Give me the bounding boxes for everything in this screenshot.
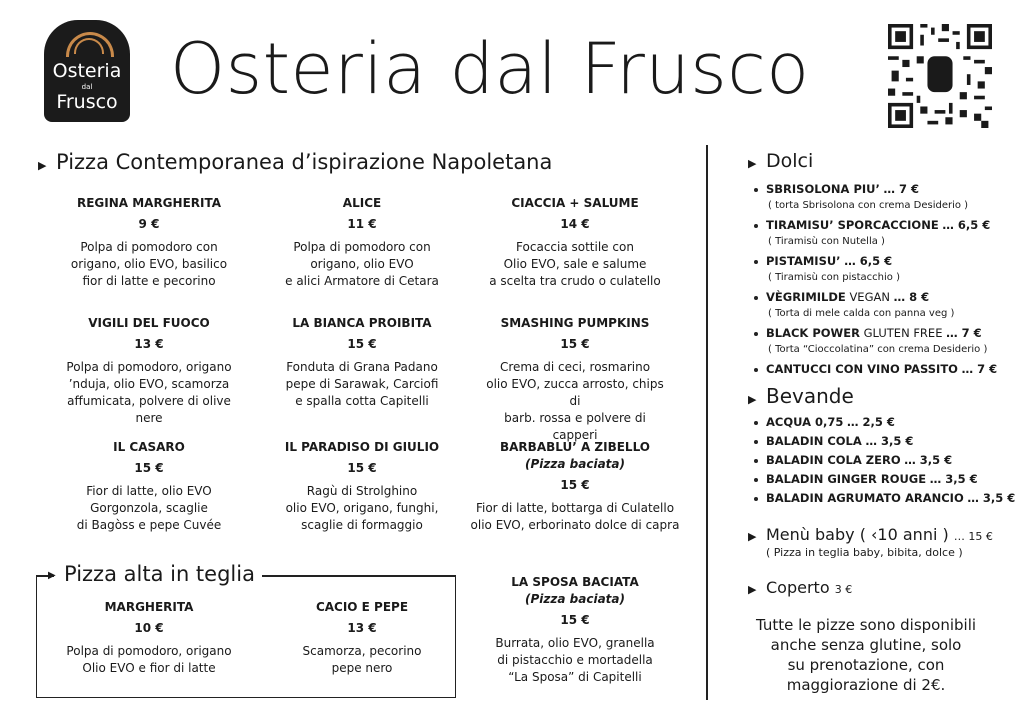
dolci-list (754, 180, 997, 379)
item-price: 15 € (560, 478, 590, 492)
item-price: … 3,5 € (865, 434, 914, 448)
section-bevande (748, 384, 854, 408)
item-price: … 3,5 € (967, 491, 1016, 505)
item-desc-1: Scamorza, pecorino (302, 644, 422, 658)
item-price: … 7 € (961, 362, 998, 376)
item-desc-1: Fior di latte, bottarga di Culatello (475, 501, 675, 515)
item-desc-1: Polpa di pomodoro, origano (66, 360, 232, 374)
menu-item (480, 574, 670, 686)
item-name: CANTUCCI CON VINO PASSITO (766, 362, 958, 376)
section-teglia-title: Pizza alta in teglia (64, 562, 255, 586)
item-name: BALADIN AGRUMATO ARANCIO (766, 491, 964, 505)
item-price: 15 € (560, 337, 590, 351)
item-name: LA SPOSA BACIATA (511, 575, 639, 589)
note-line: su prenotazione, con (787, 656, 945, 674)
section-contemporanea-title: Pizza Contemporanea d’ispirazione Napoletana (56, 150, 553, 174)
item-desc-2: olio EVO, erborinato dolce di capra (470, 518, 680, 532)
item-price: … 8 € (893, 290, 930, 304)
item-desc-1: Fonduta di Grana Padano (286, 360, 438, 374)
section-coperto (748, 578, 852, 597)
item-note: ( Torta di mele calda con panna veg ) (768, 308, 955, 319)
item-name: LA BIANCA PROIBITA (292, 316, 432, 330)
menu-item (267, 599, 457, 677)
item-name: BALADIN COLA ZERO (766, 453, 901, 467)
bullet-icon (754, 459, 758, 463)
item-desc-3: e alici Armatore di Cetara (285, 274, 439, 288)
menu-item (480, 195, 670, 290)
list-item (754, 360, 997, 379)
item-name: ACQUA 0,75 (766, 415, 844, 429)
list-item (754, 180, 997, 199)
logo-line-3: Frusco (56, 91, 118, 113)
bullet-icon (754, 478, 758, 482)
note-line: maggiorazione di 2€. (786, 676, 946, 694)
item-name: REGINA MARGHERITA (76, 196, 222, 210)
item-desc-1: Burrata, olio EVO, granella (495, 636, 655, 650)
section-coperto-title: Coperto (766, 578, 830, 597)
bullet-icon (754, 296, 758, 300)
item-desc-1: Crema di ceci, rosmarino (499, 360, 651, 374)
item-note: ( Tiramisù con pistacchio ) (768, 272, 900, 283)
item-price: 9 € (138, 217, 160, 231)
list-item (754, 413, 1015, 432)
menu-item (267, 439, 457, 534)
section-baby-title: Menù baby (766, 525, 855, 544)
baby-note: ( Pizza in teglia baby, bibita, dolce ) (766, 546, 963, 559)
logo (44, 20, 130, 122)
item-price: 15 € (347, 461, 377, 475)
note-line: anche senza glutine, solo (770, 636, 962, 654)
item-desc-3: e spalla cotta Capitelli (295, 394, 429, 408)
item-price: 10 € (134, 621, 164, 635)
bevande-list (754, 413, 1015, 508)
item-subtitle: (Pizza baciata) (525, 457, 625, 471)
item-name: BALADIN COLA (766, 434, 862, 448)
section-baby-age: ( ‹10 anni ) (859, 525, 949, 544)
qr-code-icon[interactable] (888, 24, 992, 128)
item-name: CIACCIA + SALUME (511, 196, 639, 210)
item-name: BARBABLU’ A ZIBELLO (500, 440, 650, 454)
item-desc-1: Polpa di pomodoro con (293, 240, 431, 254)
item-desc-3: “La Sposa” di Capitelli (508, 670, 642, 684)
section-contemporanea (38, 150, 552, 174)
arrow-right-icon: ▶ (38, 159, 47, 172)
item-desc-3: a scelta tra crudo o culatello (489, 274, 661, 288)
menu-item (480, 315, 670, 444)
divider (706, 145, 708, 700)
item-price: 15 € (560, 613, 590, 627)
menu-item (267, 195, 457, 290)
item-desc-2: olio EVO, origano, funghi, (285, 501, 439, 515)
list-item (754, 324, 997, 343)
item-name: BALADIN GINGER ROUGE (766, 472, 927, 486)
arrow-right-icon: ▶ (748, 157, 757, 170)
item-price: 13 € (134, 337, 164, 351)
bullet-icon (754, 497, 758, 501)
item-desc-2: origano, olio EVO, basilico (70, 257, 228, 271)
bullet-icon (754, 224, 758, 228)
item-price: … 3,5 € (929, 472, 978, 486)
list-item (754, 470, 1015, 489)
gluten-free-note (736, 615, 996, 695)
note-line: Tutte le pizze sono disponibili (755, 616, 977, 634)
bullet-icon (754, 421, 758, 425)
item-price: … 6,5 € (942, 218, 991, 232)
item-name-extra: GLUTEN FREE (863, 326, 943, 340)
item-desc-2: Olio EVO e fior di latte (82, 661, 216, 675)
bullet-icon (754, 188, 758, 192)
item-price: 13 € (347, 621, 377, 635)
arrow-right-icon: ▶ (48, 570, 56, 581)
item-desc-2: pepe nero (331, 661, 393, 675)
item-desc-2: di pistacchio e mortadella (497, 653, 653, 667)
item-desc-2: olio EVO, zucca arrosto, chips di (486, 377, 664, 408)
item-name: CACIO E PEPE (315, 600, 409, 614)
section-dolci (748, 150, 813, 172)
item-desc-1: Polpa di pomodoro con (80, 240, 218, 254)
item-name: TIRAMISU’ SPORCACCIONE (766, 218, 939, 232)
page-title: Osteria dal Frusco (170, 28, 810, 110)
logo-line-1: Osteria (52, 60, 122, 82)
item-desc-1: Ragù di Strolghino (306, 484, 418, 498)
item-price: … 2,5 € (847, 415, 895, 429)
bullet-icon (754, 440, 758, 444)
menu-item (470, 439, 680, 534)
item-subtitle: (Pizza baciata) (525, 592, 625, 606)
divider (262, 575, 455, 577)
item-desc-3: di Bagòss e pepe Cuvée (76, 518, 222, 532)
item-desc-3: scaglie di formaggio (301, 518, 423, 532)
arrow-right-icon: ▶ (748, 530, 757, 543)
item-price: 14 € (560, 217, 590, 231)
item-price: 11 € (347, 217, 377, 231)
list-item (754, 489, 1015, 508)
item-desc-2: origano, olio EVO (310, 257, 414, 271)
logo-line-2: dal (81, 83, 93, 91)
item-name: VIGILI DEL FUOCO (88, 316, 210, 330)
menu-item (54, 599, 244, 677)
menu-item (54, 195, 244, 290)
item-name: IL PARADISO DI GIULIO (284, 440, 440, 454)
item-price: … 7 € (883, 182, 920, 196)
item-price: … 6,5 € (844, 254, 893, 268)
item-desc-3: barb. rossa e polvere di capperi (504, 411, 646, 442)
item-note: ( Tiramisù con Nutella ) (768, 236, 885, 247)
list-item (754, 216, 997, 235)
item-desc-1: Focaccia sottile con (516, 240, 634, 254)
item-desc-1: Fior di latte, olio EVO (86, 484, 212, 498)
section-bevande-title: Bevande (766, 384, 854, 408)
bullet-icon (754, 368, 758, 372)
item-name: IL CASARO (113, 440, 185, 454)
section-coperto-price: 3 € (834, 583, 853, 596)
section-dolci-title: Dolci (766, 150, 814, 172)
item-desc-3: affumicata, polvere di olive nere (67, 394, 231, 425)
menu-item (54, 439, 244, 534)
list-item (754, 432, 1015, 451)
menu-item (54, 315, 244, 427)
item-name: MARGHERITA (104, 600, 194, 614)
item-desc-2: pepe di Sarawak, Carciofi (285, 377, 439, 391)
section-baby (748, 525, 993, 544)
list-item (754, 252, 997, 271)
item-desc-2: Olio EVO, sale e salume (503, 257, 647, 271)
list-item (754, 288, 997, 307)
item-name: PISTAMISU’ (766, 254, 841, 268)
arrow-right-icon: ▶ (748, 393, 757, 406)
item-price: 15 € (347, 337, 377, 351)
list-item (754, 451, 1015, 470)
item-note: ( torta Sbrisolona con crema Desiderio ) (768, 200, 969, 211)
item-price: … 7 € (946, 326, 982, 340)
item-name: BLACK POWER (766, 326, 860, 340)
arrow-right-icon: ▶ (748, 583, 757, 596)
item-name-extra: VEGAN (849, 290, 890, 304)
section-baby-price: … 15 € (953, 530, 993, 543)
item-name: VÈGRIMILDE (766, 290, 846, 304)
item-desc-2: ’nduja, olio EVO, scamorza (68, 377, 230, 391)
item-desc-2: Gorgonzola, scaglie (90, 501, 208, 515)
item-name: SBRISOLONA PIU’ (766, 182, 880, 196)
item-note: ( Torta “Cioccolatina” con crema Desiderio ) (768, 344, 988, 355)
bullet-icon (754, 332, 758, 336)
item-price: … 3,5 € (904, 453, 953, 467)
bullet-icon (754, 260, 758, 264)
item-desc-3: fior di latte e pecorino (82, 274, 216, 288)
item-desc-1: Polpa di pomodoro, origano (66, 644, 232, 658)
item-name: SMASHING PUMPKINS (500, 316, 650, 330)
item-price: 15 € (134, 461, 164, 475)
menu-item (267, 315, 457, 410)
item-name: ALICE (342, 196, 382, 210)
